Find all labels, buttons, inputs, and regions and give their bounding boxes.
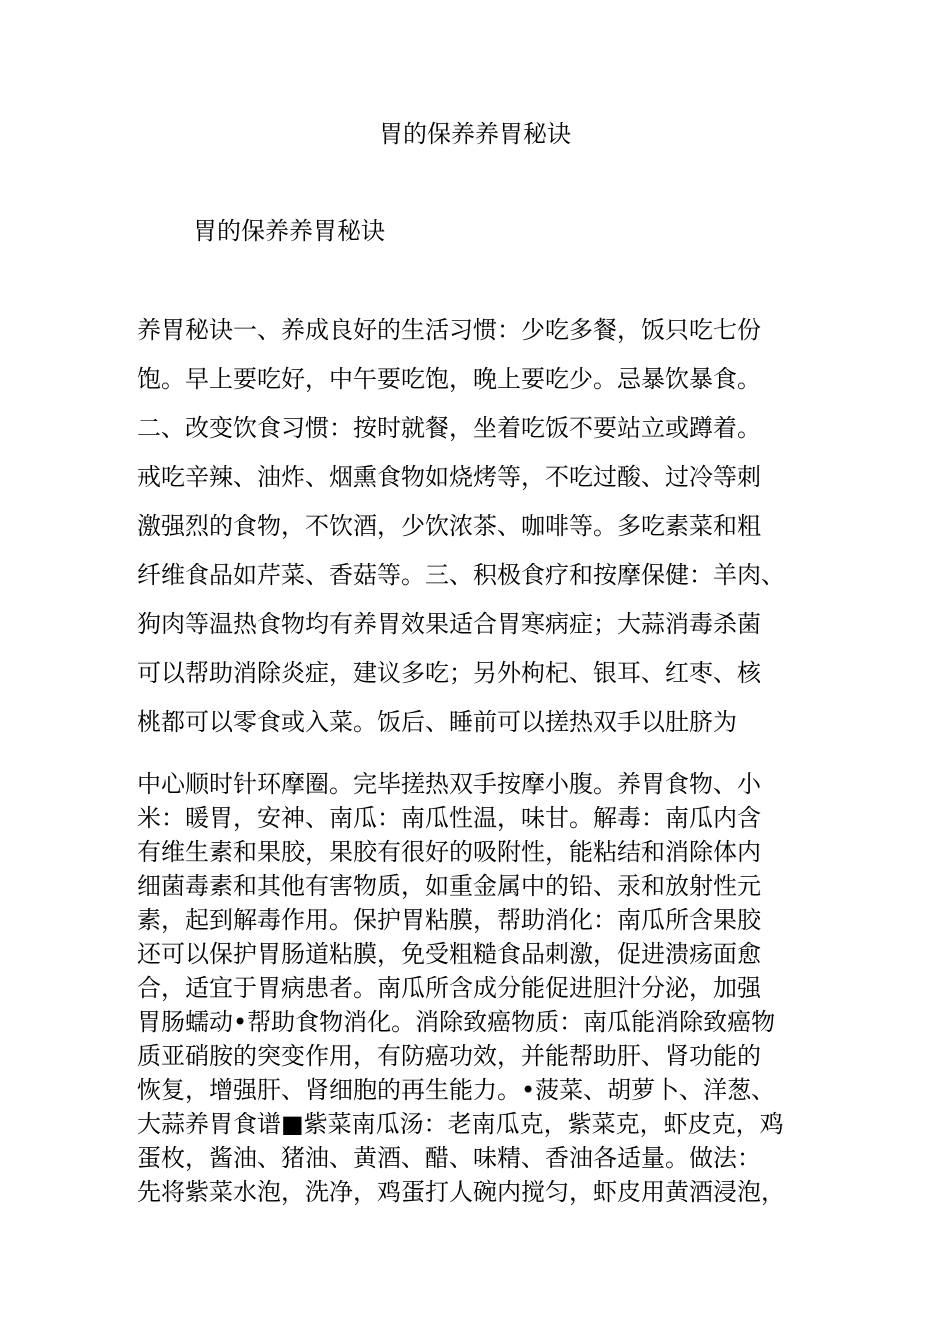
paragraph-line: 纤维食品如芹菜、香菇等。三、积极食疗和按摩保健：羊肉、 xyxy=(137,561,785,589)
paragraph-line: 细菌毒素和其他有害物质，如重金属中的铅、汞和放射性元 xyxy=(137,872,761,900)
paragraph-line: 狗肉等温热食物均有养胃效果适合胃寒病症；大蒜消毒杀菌 xyxy=(137,610,761,638)
paragraph-line: 还可以保护胃肠道粘膜，免受粗糙食品刺激，促进溃疡面愈 xyxy=(137,940,761,968)
paragraph-line: 戒吃辛辣、油炸、烟熏食物如烧烤等，不吃过酸、过冷等刺 xyxy=(137,463,761,491)
paragraph-line: 桃都可以零食或入菜。饭后、睡前可以搓热双手以肚脐为 xyxy=(137,708,737,736)
paragraph-line: 可以帮助消除炎症，建议多吃；另外枸杞、银耳、红枣、核 xyxy=(137,659,761,687)
paragraph-line: 有维生素和果胶，果胶有很好的吸附性，能粘结和消除体内 xyxy=(137,838,761,866)
paragraph-line: 饱。早上要吃好，中午要吃饱，晚上要吃少。忌暴饮暴食。 xyxy=(137,365,761,393)
paragraph-line: 素，起到解毒作用。保护胃粘膜，帮助消化：南瓜所含果胶 xyxy=(137,906,761,934)
paragraph-line: 中心顺时针环摩圈。完毕搓热双手按摩小腹。养胃食物、小 xyxy=(137,770,761,798)
paragraph-line: 养胃秘诀一、养成良好的生活习惯：少吃多餐，饭只吃七份 xyxy=(137,316,761,344)
paragraph-line: 蛋枚，酱油、猪油、黄酒、醋、味精、香油各适量。做法： xyxy=(137,1144,761,1172)
document-title: 胃的保养养胃秘诀 xyxy=(379,120,571,148)
paragraph-line: 合，适宜于胃病患者。南瓜所含成分能促进胆汁分泌，加强 xyxy=(137,974,761,1002)
paragraph-line: 质亚硝胺的突变作用，有防癌功效，并能帮助肝、肾功能的 xyxy=(137,1042,761,1070)
paragraph-line: 二、改变饮食习惯：按时就餐，坐着吃饭不要站立或蹲着。 xyxy=(137,414,761,442)
paragraph-line: 米：暖胃，安神、南瓜：南瓜性温，味甘。解毒：南瓜内含 xyxy=(137,804,761,832)
paragraph-line: 激强烈的食物，不饮酒，少饮浓茶、咖啡等。多吃素菜和粗 xyxy=(137,512,761,540)
paragraph-line: 先将紫菜水泡，洗净，鸡蛋打人碗内搅匀，虾皮用黄酒浸泡， xyxy=(137,1178,785,1206)
document-subtitle: 胃的保养养胃秘诀 xyxy=(193,217,385,245)
paragraph-line: 恢复，增强肝、肾细胞的再生能力。•菠菜、胡萝卜、洋葱、 xyxy=(137,1076,776,1104)
paragraph-line: 大蒜养胃食谱■紫菜南瓜汤：老南瓜克，紫菜克，虾皮克，鸡 xyxy=(137,1110,784,1138)
paragraph-line: 胃肠蠕动•帮助食物消化。消除致癌物质：南瓜能消除致癌物 xyxy=(137,1008,776,1036)
